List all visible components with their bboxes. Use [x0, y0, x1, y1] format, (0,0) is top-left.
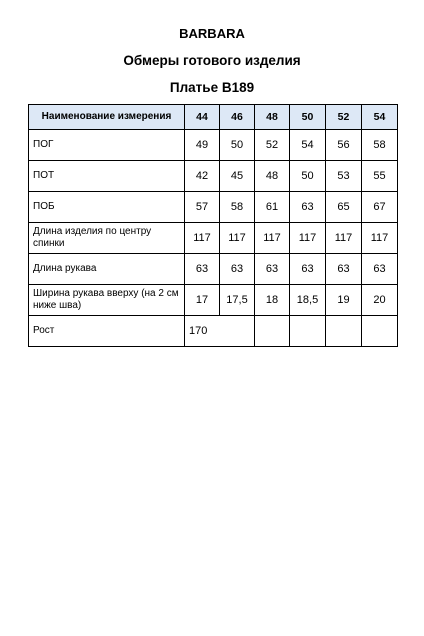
measurement-name: Длина рукава — [29, 254, 185, 285]
document-subtitle: Обмеры готового изделия — [123, 53, 301, 68]
measurement-value: 17,5 — [220, 285, 255, 316]
measurement-value: 50 — [290, 161, 326, 192]
measurement-value: 42 — [185, 161, 220, 192]
measurement-value: 52 — [255, 130, 290, 161]
measurement-name-header: Наименование измерения — [29, 105, 185, 130]
empty-cell — [255, 316, 290, 347]
measurement-value: 18 — [255, 285, 290, 316]
measurement-name: Рост — [29, 316, 185, 347]
measurement-value: 54 — [290, 130, 326, 161]
measurement-value: 58 — [362, 130, 398, 161]
measurement-value: 48 — [255, 161, 290, 192]
measurement-value: 56 — [326, 130, 362, 161]
empty-cell — [326, 316, 362, 347]
measurement-value: 20 — [362, 285, 398, 316]
measurement-value: 19 — [326, 285, 362, 316]
table-row — [29, 130, 398, 161]
height-value: 170 — [185, 316, 255, 347]
size-header: 54 — [362, 105, 398, 130]
measurement-value: 63 — [290, 254, 326, 285]
measurement-value: 63 — [255, 254, 290, 285]
measurement-value: 67 — [362, 192, 398, 223]
table-row — [29, 192, 398, 223]
size-header: 52 — [326, 105, 362, 130]
measurement-name: Ширина рукава вверху (на 2 см ниже шва) — [29, 285, 185, 316]
measurement-name: ПОГ — [29, 130, 185, 161]
measurement-value: 61 — [255, 192, 290, 223]
measurement-value: 49 — [185, 130, 220, 161]
measurement-value: 50 — [220, 130, 255, 161]
size-header: 44 — [185, 105, 220, 130]
brand-title: BARBARA — [179, 26, 245, 41]
measurement-name: Длина изделия по центру спинки — [29, 223, 185, 254]
measurement-value: 63 — [185, 254, 220, 285]
measurement-value: 53 — [326, 161, 362, 192]
model-title: Платье B189 — [169, 80, 255, 95]
measurement-value: 117 — [362, 223, 398, 254]
measurement-value: 117 — [185, 223, 220, 254]
measurement-value: 117 — [290, 223, 326, 254]
table-header-row — [29, 105, 398, 130]
measurement-value: 63 — [362, 254, 398, 285]
measurements-table — [28, 104, 398, 347]
measurement-value: 57 — [185, 192, 220, 223]
size-header: 46 — [220, 105, 255, 130]
measurement-value: 17 — [185, 285, 220, 316]
measurement-value: 117 — [220, 223, 255, 254]
measurement-value: 55 — [362, 161, 398, 192]
measurement-value: 45 — [220, 161, 255, 192]
empty-cell — [290, 316, 326, 347]
measurement-value: 117 — [255, 223, 290, 254]
empty-cell — [362, 316, 398, 347]
size-header: 50 — [290, 105, 326, 130]
measurement-value: 63 — [326, 254, 362, 285]
measurement-value: 63 — [220, 254, 255, 285]
measurement-value: 58 — [220, 192, 255, 223]
table-row — [29, 254, 398, 285]
measurement-name: ПОТ — [29, 161, 185, 192]
size-header: 48 — [255, 105, 290, 130]
measurement-name: ПОБ — [29, 192, 185, 223]
table-row — [29, 285, 398, 316]
measurement-value: 117 — [326, 223, 362, 254]
table-row — [29, 161, 398, 192]
measurement-value: 63 — [290, 192, 326, 223]
table-row — [29, 223, 398, 254]
measurement-value: 18,5 — [290, 285, 326, 316]
measurement-value: 65 — [326, 192, 362, 223]
table-row — [29, 316, 398, 347]
